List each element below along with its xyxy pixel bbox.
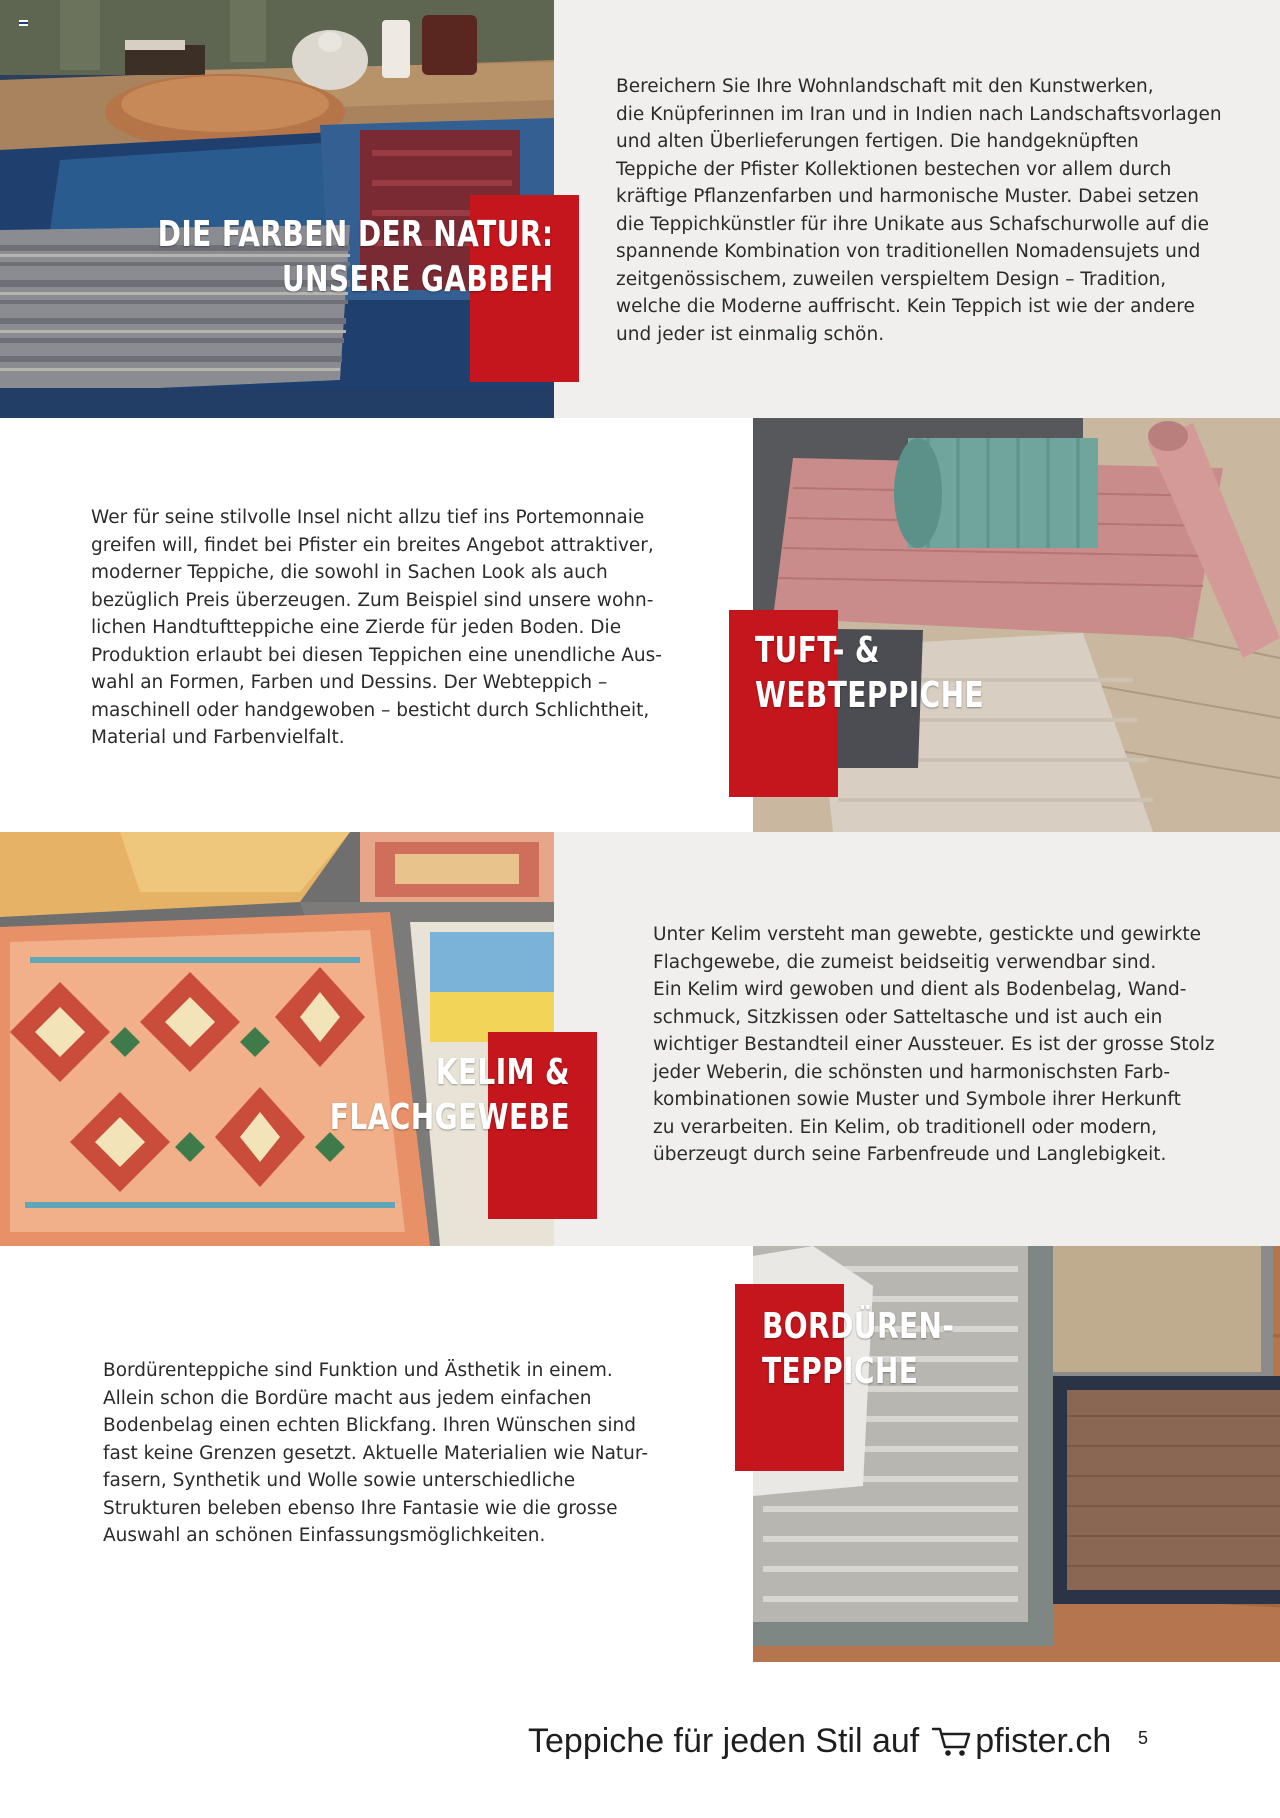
bordueren-body-text: Bordürenteppiche sind Funktion und Ästhetik in einem. Allein schon die Bordüre macht aus jedem einfachen Bodenbelag einen echten Blickfang. Ihren Wünschen sind fast keine Grenzen gesetzt. Aktuelle Materialien wie Natur- fasern, Synthetik und Wolle sowie unterschiedliche Strukturen beleben ebenso Ihre Fantasie wie die grosse Auswahl an schönen Einfassungsmöglichkeiten. [103, 1360, 648, 1546]
tuft-body-text: Wer für seine stilvolle Insel nicht allzu tief ins Portemonnaie greifen will, findet bei Pfister ein breites Angebot attraktiver, moderner Teppiche, die sowohl in Sachen Look als auch bezüglich Preis überzeugen. Zum Beispiel sind unsere wohn- lichen Handtuftteppiche eine Zierde für jeden Boden. Die Produktion erlaubt bei diesen Teppichen eine unendliche Aus- wahl an Formen, Farben und Dessins. Der Webteppich – maschinell oder handgewoben – besticht durch Schlichtheit, Material und Farbenvielfalt. [91, 507, 662, 748]
section-bordueren [0, 1246, 1280, 1662]
heading-bordueren [762, 1304, 954, 1394]
heading-bordueren-line1: BORDÜREN- [762, 1306, 955, 1347]
heading-bordueren-line2: TEPPICHE [762, 1351, 919, 1392]
heading-tuft-line1: TUFT- & [755, 630, 880, 671]
page-number: 5 [1138, 1728, 1149, 1748]
heading-kelim [330, 1050, 570, 1140]
kelim-rug-photo [0, 832, 554, 1246]
heading-gabbeh-line2: UNSERE GABBEH [281, 259, 553, 300]
heading-tuft [755, 628, 984, 718]
heading-tuft-line2: WEBTEPPICHE [755, 675, 985, 716]
flag-icon [19, 20, 28, 26]
footer-brand-link[interactable]: pfister.ch [975, 1721, 1112, 1760]
section-gabbeh [0, 0, 1280, 418]
heading-gabbeh-line1: DIE FARBEN DER NATUR: [157, 214, 553, 255]
kelim-body-text: Unter Kelim versteht man gewebte, gestickte und gewirkte Flachgewebe, die zumeist beidseitig verwendbar sind. Ein Kelim wird gewoben und dient als Bodenbelag, Wand- schmuck, Sitzkissen oder Satteltasche und ist auch ein wichtiger Bestandteil einer Aussteuer. Es ist der grosse Stolz jeder Weberin, die schönsten und harmonischsten Farb- kombinationen sowie Muster und Symbole ihrer Herkunft zu verarbeiten. Ein Kelim, ob traditionell oder modern, überzeugt durch seine Farbenfreude und Langlebigkeit. [653, 924, 1215, 1165]
footer-tagline [528, 1715, 1111, 1767]
heading-kelim-line1: KELIM & [435, 1052, 570, 1093]
shopping-cart-icon [931, 1723, 973, 1759]
footer-tagline-text: Teppiche für jeden Stil auf [528, 1721, 920, 1760]
section-tuft [0, 418, 1280, 832]
section-kelim [0, 832, 1280, 1246]
heading-gabbeh [157, 212, 553, 302]
gabbeh-body-text: Bereichern Sie Ihre Wohnlandschaft mit den Kunstwerken, die Knüpferinnen im Iran und in Indien nach Landschaftsvorlagen und alten Überlieferungen fertigen. Die handgeknüpften Teppiche der Pfister Kollektionen bestechen vor allem durch kräftige Pflanzenfarben und harmonische Muster. Dabei setzen die Teppichkünstler für ihre Unikate aus Schafschurwolle auf die spannende Kombination von traditionellen Nomadensujets und zeitgenössischem, zuweilen verspieltem Design – Tradition, welche die Moderne auffrischt. Kein Teppich ist wie der andere und jeder ist einmalig schön. [616, 76, 1222, 345]
heading-kelim-line2: FLACHGEWEBE [329, 1097, 570, 1138]
